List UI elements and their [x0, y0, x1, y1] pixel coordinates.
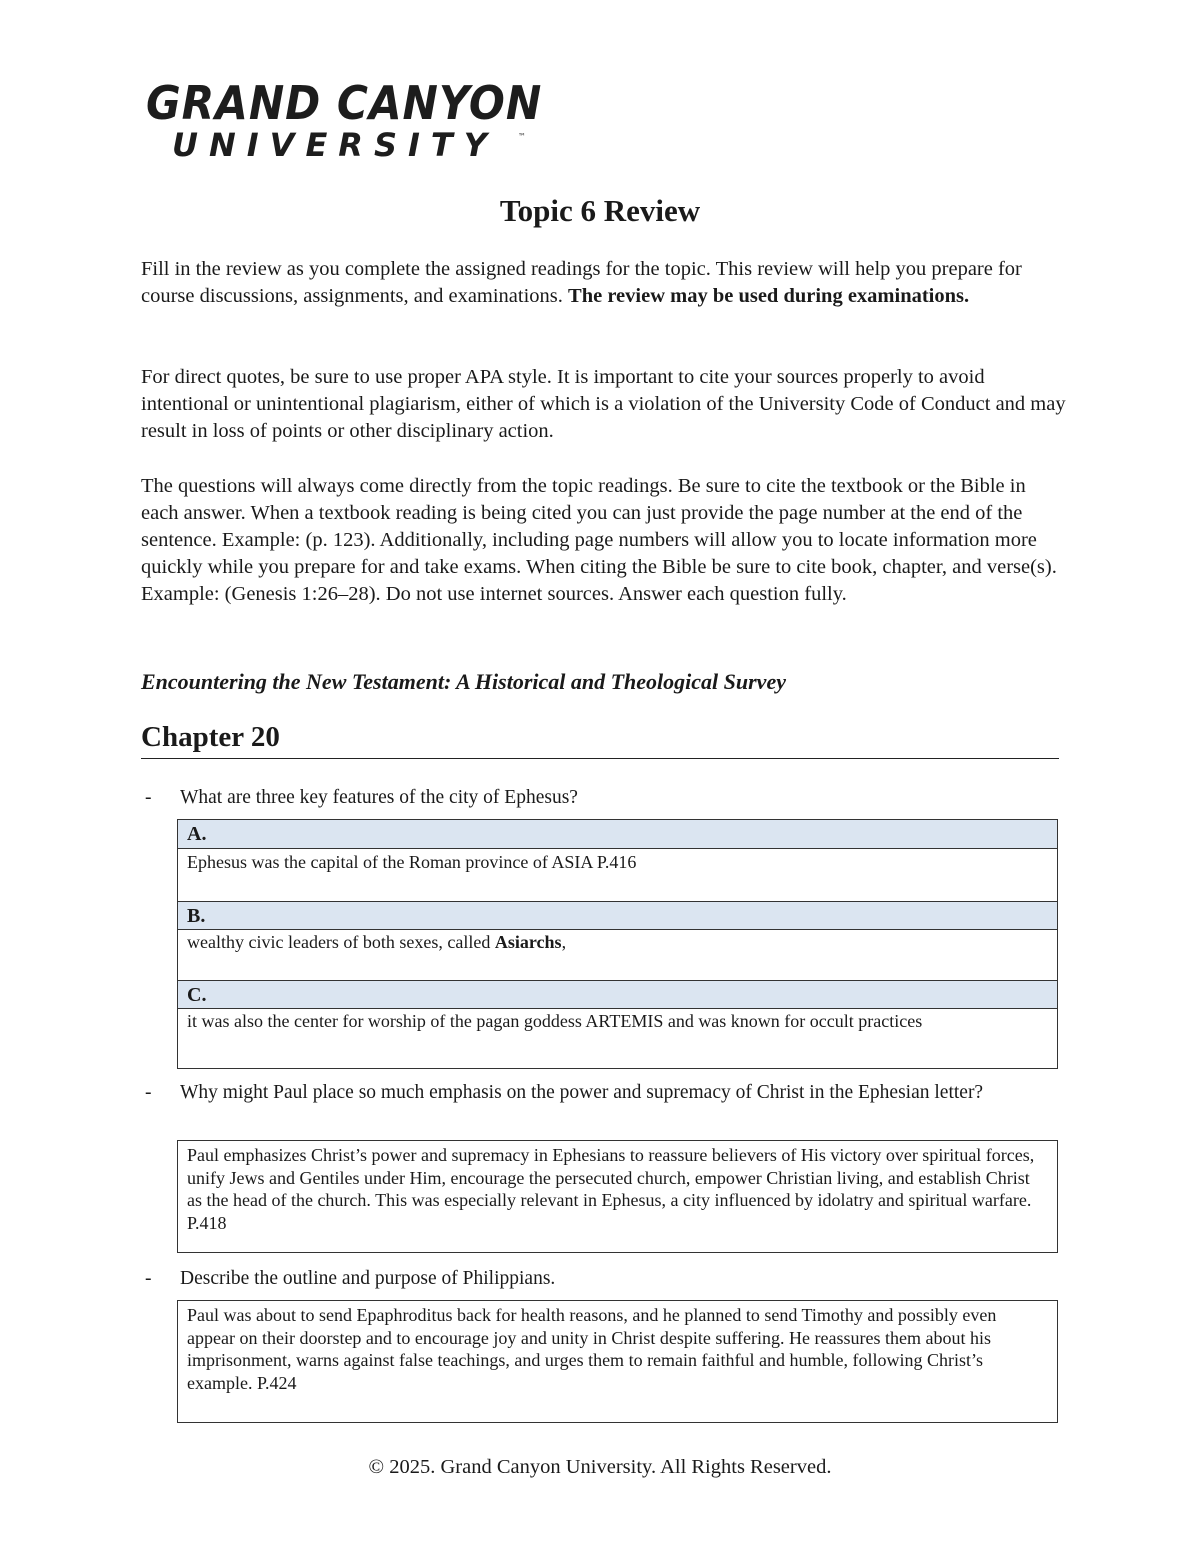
- intro-paragraph-3: The questions will always come directly from the topic readings. Be sure to cite the textbook or the Bible in each answer. When a textbook reading is being cited you can just provide the page number at the end of the sentence. Example: (p. 123). Additionally, including page numbers will allow you to locate information more quickly while you prepare for and take exams. When citing the Bible be sure to cite book, chapter, and verse(s). Example: (Genesis 1:26–28). Do not use internet sources. Answer each question fully.: [141, 475, 1057, 605]
- intro-paragraph-2: For direct quotes, be sure to use proper APA style. It is important to cite your sources properly to avoid intentional or unintentional plagiarism, either of which is a violation of the University Code of Conduct and may result in loss of points or other disciplinary action.: [141, 366, 1066, 442]
- question-bullet: -: [145, 1082, 152, 1103]
- chapter-heading: Chapter 20: [141, 721, 280, 753]
- answer-label-b: B.: [178, 901, 1057, 930]
- intro-paragraph-1: [141, 256, 1066, 310]
- answer-text: Paul emphasizes Christ’s power and supremacy in Ephesians to reassure believers of His victory over spiritual forces, unify Jews and Gentiles under Him, encourage the persecuted church, empower Christian living, and establish Christ as the head of the church. This was especially relevant in Ephesus, a city influenced by idolatry and spiritual warfare. P.418: [187, 1145, 1035, 1233]
- logo-line-1: GRAND CANYON: [146, 76, 543, 130]
- question-bullet: -: [145, 787, 152, 808]
- question-text: Describe the outline and purpose of Philippians.: [180, 1268, 556, 1289]
- logo-trademark: ™: [518, 132, 526, 141]
- answer-b-text-1: wealthy civic leaders of both sexes, called: [187, 932, 495, 952]
- answer-label-c: C.: [178, 980, 1057, 1009]
- university-logo: [146, 76, 556, 166]
- question-bullet: -: [145, 1268, 152, 1289]
- answer-b-text-2: ,: [561, 932, 567, 952]
- question-text: What are three key features of the city of Ephesus?: [180, 787, 578, 808]
- answer-field-c[interactable]: it was also the center for worship of the pagan goddess ARTEMIS and was known for occult practices: [187, 1011, 923, 1031]
- answer-field-b[interactable]: [187, 931, 1047, 954]
- answer-b-bold: Asiarchs: [494, 932, 562, 952]
- answer-label-a: A.: [178, 820, 1057, 849]
- logo-line-2: UNIVERSITY: [172, 126, 498, 164]
- answer-box-3[interactable]: [177, 1300, 1058, 1423]
- copyright-footer: © 2025. Grand Canyon University. All Rights Reserved.: [368, 1456, 832, 1478]
- intro-p1-text: Fill in the review as you complete the assigned readings for the topic. This review will help you prepare for course discussions, assignments, and examinations.: [141, 258, 1022, 307]
- answer-box-2[interactable]: [177, 1140, 1058, 1253]
- page-title: Topic 6 Review: [499, 193, 701, 228]
- question-text: Why might Paul place so much emphasis on the power and supremacy of Christ in the Ephesian letter?: [180, 1082, 984, 1103]
- chapter-divider: [141, 758, 1059, 759]
- intro-p1-bold: The review may be used during examinations.: [568, 285, 970, 307]
- book-title: Encountering the New Testament: A Historical and Theological Survey: [141, 669, 786, 694]
- answer-table-1: [177, 819, 1058, 1069]
- answer-text: Paul was about to send Epaphroditus back for health reasons, and he planned to send Timothy and possibly even appear on their doorstep and to encourage joy and unity in Christ despite suffering. He reassures them about his imprisonment, warns against false teachings, and urges them to remain faithful and humble, following Christ’s example. P.424: [187, 1305, 997, 1393]
- answer-field-a[interactable]: Ephesus was the capital of the Roman province of ASIA P.416: [187, 852, 637, 872]
